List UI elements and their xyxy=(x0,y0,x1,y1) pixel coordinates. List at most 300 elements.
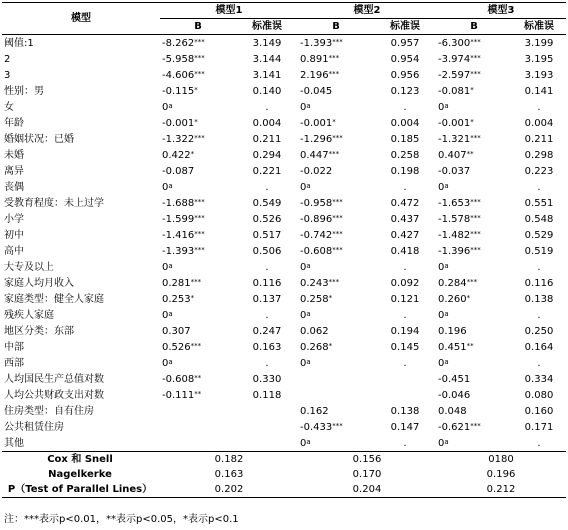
std-error-cell: 0.258 xyxy=(390,149,420,161)
coef-cell xyxy=(436,83,512,99)
row-label: 未婚 xyxy=(4,149,24,161)
std-error-cell: 0.116 xyxy=(252,277,282,289)
std-error-cell: 0.147 xyxy=(390,421,420,433)
coef-value: 0.284 xyxy=(438,278,467,289)
coef-value: -0.608 xyxy=(162,374,195,385)
std-error-cell: 3.199 xyxy=(524,37,554,49)
coef-value: -0.896 xyxy=(300,214,333,225)
regression-table xyxy=(2,2,566,498)
coef-value: -1.296 xyxy=(300,134,333,145)
coef-cell xyxy=(436,115,512,131)
coef-value: -0.608 xyxy=(300,246,333,257)
coef-value: -0.001 xyxy=(300,118,333,129)
coef-cell xyxy=(298,387,374,403)
row-label: 离异 xyxy=(4,165,24,177)
coef-value: -1.688 xyxy=(162,198,195,209)
significance-mark: *** xyxy=(470,214,481,222)
coef-value: 0 xyxy=(300,438,307,449)
model-2-header: 模型2 xyxy=(298,3,436,19)
coef-cell xyxy=(160,275,236,291)
significance-mark: ** xyxy=(466,342,474,350)
significance-mark: *** xyxy=(190,278,202,286)
coef-cell xyxy=(436,307,512,323)
sub-header-b: B xyxy=(298,19,374,35)
std-error-cell: 0.141 xyxy=(524,85,554,97)
coef-cell xyxy=(298,83,374,99)
std-error-cell: 0.160 xyxy=(524,405,554,417)
table-row xyxy=(2,227,566,243)
significance-mark: *** xyxy=(194,230,205,238)
coef-cell xyxy=(160,83,236,99)
significance-mark: *** xyxy=(332,38,343,46)
coef-cell xyxy=(436,67,512,83)
row-label: 残疾人家庭 xyxy=(4,309,54,321)
coef-cell xyxy=(298,259,374,275)
significance-mark: * xyxy=(470,118,474,126)
sub-header-b: B xyxy=(436,19,512,35)
coef-value: -0.433 xyxy=(300,422,333,433)
coef-value: 0 xyxy=(438,358,445,369)
coef-value: 0 xyxy=(438,262,445,273)
significance-mark: *** xyxy=(194,198,205,206)
stat-row xyxy=(2,452,566,468)
significance-mark: a xyxy=(444,310,449,318)
std-error-cell: . xyxy=(403,181,407,193)
stat-value: 0.163 xyxy=(214,469,244,480)
coef-value: 0.526 xyxy=(162,342,191,353)
significance-mark: *** xyxy=(328,54,340,62)
coef-cell xyxy=(298,275,374,291)
coef-cell xyxy=(298,179,374,195)
std-error-cell: 0.211 xyxy=(252,133,282,145)
coef-cell xyxy=(160,323,236,339)
row-label: 西部 xyxy=(4,357,24,369)
row-label: 初中 xyxy=(4,229,24,241)
coef-cell xyxy=(160,371,236,387)
coef-value: 0 xyxy=(300,182,307,193)
coef-value: 0 xyxy=(162,102,169,113)
std-error-cell: 0.294 xyxy=(252,149,282,161)
coef-cell xyxy=(436,435,512,452)
coef-value: 0 xyxy=(300,102,307,113)
significance-mark: *** xyxy=(470,422,481,430)
std-error-cell: . xyxy=(537,437,541,449)
std-error-cell: 0.211 xyxy=(524,133,554,145)
std-error-cell: 0.418 xyxy=(390,245,420,257)
coef-cell xyxy=(436,131,512,147)
coef-value: 0 xyxy=(300,358,307,369)
coef-value: 0.196 xyxy=(438,326,467,337)
coef-cell xyxy=(298,291,374,307)
table-row xyxy=(2,243,566,259)
row-label: 住房类型：自有住房 xyxy=(4,405,94,417)
row-label: 2 xyxy=(4,53,11,65)
model-header-row xyxy=(2,3,566,19)
std-error-cell: 3.141 xyxy=(252,69,282,81)
table-row xyxy=(2,259,566,275)
coef-value: 0 xyxy=(300,310,307,321)
coef-value: -1.653 xyxy=(438,198,471,209)
table-row xyxy=(2,195,566,211)
std-error-cell: . xyxy=(403,309,407,321)
significance-mark: a xyxy=(444,358,449,366)
std-error-cell: 0.223 xyxy=(524,165,554,177)
std-error-cell: . xyxy=(403,357,407,369)
row-label: 3 xyxy=(4,69,11,81)
stat-row xyxy=(2,482,566,498)
coef-cell xyxy=(298,227,374,243)
std-error-cell xyxy=(236,435,298,452)
coef-value: -2.597 xyxy=(438,70,471,81)
significance-mark: *** xyxy=(194,246,205,254)
coef-value: -0.451 xyxy=(438,374,471,385)
coef-cell xyxy=(160,99,236,115)
significance-mark: *** xyxy=(328,278,340,286)
coef-value: 0.260 xyxy=(438,294,467,305)
coef-cell xyxy=(160,195,236,211)
row-label: 婚姻状况：已婚 xyxy=(4,133,74,145)
coef-value: 0.048 xyxy=(438,406,467,417)
coef-cell xyxy=(436,339,512,355)
significance-mark: a xyxy=(444,102,449,110)
coef-cell xyxy=(298,195,374,211)
coef-value: -1.396 xyxy=(438,246,471,257)
std-error-cell: 0.957 xyxy=(390,37,420,49)
std-error-cell xyxy=(374,387,436,403)
coef-value: 0.258 xyxy=(300,294,329,305)
coef-cell xyxy=(298,115,374,131)
coef-cell xyxy=(436,371,512,387)
std-error-cell: 0.548 xyxy=(524,213,554,225)
significance-mark: *** xyxy=(332,198,343,206)
std-error-cell: 0.506 xyxy=(252,245,282,257)
stat-value: 0.182 xyxy=(160,452,298,468)
table-row xyxy=(2,435,566,452)
significance-mark: *** xyxy=(190,342,202,350)
significance-mark: *** xyxy=(328,70,340,78)
coef-cell xyxy=(160,227,236,243)
std-error-cell: . xyxy=(265,181,269,193)
stat-value: 0.196 xyxy=(486,469,516,480)
coef-value: 2.196 xyxy=(300,70,329,81)
coef-value: -0.081 xyxy=(438,86,471,97)
std-error-cell: 0.185 xyxy=(390,133,420,145)
row-label: 小学 xyxy=(4,213,24,225)
coef-cell xyxy=(436,419,512,435)
coef-value: -1.393 xyxy=(162,246,195,257)
table-row xyxy=(2,307,566,323)
significance-mark: a xyxy=(168,310,173,318)
significance-mark: * xyxy=(328,342,333,350)
std-error-cell: 0.137 xyxy=(252,293,282,305)
coef-cell xyxy=(436,227,512,243)
sub-header-se: 标准误 xyxy=(236,19,298,35)
stat-label: Cox 和 Snell xyxy=(2,452,160,468)
coef-cell xyxy=(298,419,374,435)
std-error-cell: 0.298 xyxy=(524,149,554,161)
std-error-cell xyxy=(236,403,298,419)
coef-value: -0.022 xyxy=(300,166,333,177)
table-row xyxy=(2,403,566,419)
coef-cell xyxy=(160,355,236,371)
table-row xyxy=(2,179,566,195)
table-row xyxy=(2,275,566,291)
coef-cell xyxy=(436,403,512,419)
significance-mark: *** xyxy=(470,246,481,254)
coef-cell xyxy=(298,323,374,339)
significance-mark: * xyxy=(194,86,198,94)
row-label: 阈值:1 xyxy=(4,37,34,49)
significance-mark: * xyxy=(190,150,195,158)
std-error-cell: 3.195 xyxy=(524,53,554,65)
significance-mark: *** xyxy=(332,134,343,142)
regression-table-container xyxy=(2,2,566,498)
std-error-cell xyxy=(374,371,436,387)
table-row xyxy=(2,323,566,339)
coef-cell xyxy=(436,51,512,67)
row-label: 女 xyxy=(4,101,14,113)
footnote: 注：***表示p<0.01，**表示p<0.05，*表示p<0.1 xyxy=(4,514,239,525)
coef-cell xyxy=(298,51,374,67)
coef-value: 0.407 xyxy=(438,150,467,161)
coef-cell xyxy=(436,243,512,259)
coef-value: 0.162 xyxy=(300,406,329,417)
significance-mark: a xyxy=(444,438,449,446)
significance-mark: * xyxy=(194,118,198,126)
table-row xyxy=(2,291,566,307)
coef-cell xyxy=(436,355,512,371)
significance-mark: a xyxy=(168,262,173,270)
significance-mark: ** xyxy=(466,150,474,158)
std-error-cell: 0.123 xyxy=(390,85,420,97)
table-row xyxy=(2,339,566,355)
coef-value: -5.958 xyxy=(162,54,195,65)
std-error-cell: . xyxy=(537,309,541,321)
significance-mark: *** xyxy=(470,198,481,206)
significance-mark: a xyxy=(444,182,449,190)
stat-label: P（Test of Parallel Lines） xyxy=(2,482,160,498)
std-error-cell: . xyxy=(537,101,541,113)
std-error-cell: 0.164 xyxy=(524,341,554,353)
std-error-cell: 0.551 xyxy=(524,197,554,209)
coef-cell xyxy=(160,307,236,323)
row-label: 人均公共财政支出对数 xyxy=(4,389,104,401)
coef-value: 0 xyxy=(438,182,445,193)
std-error-cell: 0.517 xyxy=(252,229,282,241)
coef-value: 0 xyxy=(300,262,307,273)
coef-value: 0.243 xyxy=(300,278,329,289)
coef-cell xyxy=(298,355,374,371)
coef-value: -8.262 xyxy=(162,38,195,49)
std-error-cell: 0.472 xyxy=(390,197,420,209)
row-label: 人均国民生产总值对数 xyxy=(4,373,104,385)
coef-cell xyxy=(160,419,236,435)
coef-cell xyxy=(436,195,512,211)
std-error-cell: 0.956 xyxy=(390,69,420,81)
std-error-cell: 3.149 xyxy=(252,37,282,49)
std-error-cell: 0.145 xyxy=(390,341,420,353)
coef-value: -0.111 xyxy=(162,390,195,401)
coef-value: -1.321 xyxy=(438,134,471,145)
coef-value: -0.001 xyxy=(438,118,471,129)
std-error-cell: 0.004 xyxy=(252,117,282,129)
coef-value: 0.281 xyxy=(162,278,191,289)
table-row xyxy=(2,163,566,179)
stat-value: 0.202 xyxy=(160,482,298,498)
significance-mark: ** xyxy=(194,390,202,398)
std-error-cell: 0.437 xyxy=(390,213,420,225)
table-row xyxy=(2,131,566,147)
std-error-cell: 0.140 xyxy=(252,85,282,97)
std-error-cell: . xyxy=(265,261,269,273)
sub-header-b: B xyxy=(160,19,236,35)
std-error-cell: 0.334 xyxy=(524,373,554,385)
coef-cell xyxy=(160,259,236,275)
coef-cell xyxy=(436,179,512,195)
significance-mark: ** xyxy=(194,374,202,382)
std-error-cell: 0.138 xyxy=(524,293,554,305)
significance-mark: a xyxy=(306,358,311,366)
std-error-cell: 0.092 xyxy=(390,277,420,289)
coef-cell xyxy=(298,403,374,419)
coef-value: -0.046 xyxy=(438,390,471,401)
significance-mark: *** xyxy=(470,54,481,62)
coef-value: 0 xyxy=(438,310,445,321)
coef-cell xyxy=(160,115,236,131)
coef-value: -0.001 xyxy=(162,118,195,129)
coef-cell xyxy=(436,275,512,291)
row-label: 丧偶 xyxy=(4,181,24,193)
std-error-cell: 0.250 xyxy=(524,325,554,337)
coef-cell xyxy=(160,243,236,259)
stat-label: Nagelkerke xyxy=(48,469,112,480)
coef-cell xyxy=(160,435,236,452)
table-row xyxy=(2,387,566,403)
coef-value: -1.578 xyxy=(438,214,471,225)
std-error-cell: . xyxy=(537,357,541,369)
coef-cell xyxy=(160,291,236,307)
significance-mark: a xyxy=(168,102,173,110)
coef-cell xyxy=(298,371,374,387)
coef-value: -4.606 xyxy=(162,70,195,81)
stat-value: 0.170 xyxy=(352,469,382,480)
coef-value: -0.742 xyxy=(300,230,333,241)
row-label: 性别：男 xyxy=(4,85,44,97)
coef-value: 0 xyxy=(162,262,169,273)
table-row xyxy=(2,211,566,227)
std-error-cell: 0.080 xyxy=(524,389,554,401)
significance-mark: *** xyxy=(194,214,205,222)
coef-value: 0.253 xyxy=(162,294,191,305)
significance-mark: *** xyxy=(332,230,343,238)
significance-mark: * xyxy=(332,118,336,126)
std-error-cell xyxy=(236,419,298,435)
std-error-cell: 3.144 xyxy=(252,53,282,65)
std-error-cell: . xyxy=(537,181,541,193)
coef-value: -3.974 xyxy=(438,54,471,65)
std-error-cell: . xyxy=(265,357,269,369)
coef-cell xyxy=(160,35,236,52)
coef-cell xyxy=(160,67,236,83)
significance-mark: * xyxy=(470,86,474,94)
std-error-cell: 0.198 xyxy=(390,165,420,177)
coef-cell xyxy=(160,147,236,163)
significance-mark: a xyxy=(306,438,311,446)
table-row xyxy=(2,99,566,115)
std-error-cell: 0.549 xyxy=(252,197,282,209)
coef-cell xyxy=(160,131,236,147)
table-row xyxy=(2,115,566,131)
significance-mark: *** xyxy=(470,134,481,142)
coef-value: 0.891 xyxy=(300,54,329,65)
significance-mark: a xyxy=(168,358,173,366)
significance-mark: a xyxy=(306,262,311,270)
std-error-cell: 0.138 xyxy=(390,405,420,417)
coef-value: -0.621 xyxy=(438,422,471,433)
coef-cell xyxy=(160,211,236,227)
std-error-cell: . xyxy=(403,261,407,273)
coef-value: -0.087 xyxy=(162,166,195,177)
significance-mark: *** xyxy=(332,214,343,222)
coef-value: -0.037 xyxy=(438,166,471,177)
coef-value: 0.447 xyxy=(300,150,329,161)
coef-value: -1.416 xyxy=(162,230,195,241)
std-error-cell: . xyxy=(403,437,407,449)
std-error-cell: 0.118 xyxy=(252,389,282,401)
coef-value: 0 xyxy=(438,438,445,449)
coef-value: -1.482 xyxy=(438,230,471,241)
row-label: 年龄 xyxy=(4,117,24,129)
std-error-cell: . xyxy=(537,261,541,273)
coef-cell xyxy=(160,163,236,179)
coef-cell xyxy=(436,163,512,179)
row-label: 中部 xyxy=(4,341,24,353)
table-row xyxy=(2,51,566,67)
significance-mark: *** xyxy=(194,54,205,62)
coef-cell xyxy=(436,211,512,227)
std-error-cell: 0.171 xyxy=(524,421,554,433)
std-error-cell: 0.004 xyxy=(390,117,420,129)
stat-value: 0.212 xyxy=(436,482,566,498)
coef-cell xyxy=(298,99,374,115)
significance-mark: *** xyxy=(328,150,340,158)
significance-mark: *** xyxy=(194,134,205,142)
coef-cell xyxy=(298,163,374,179)
std-error-cell: 0.526 xyxy=(252,213,282,225)
table-row xyxy=(2,371,566,387)
coef-cell xyxy=(298,147,374,163)
coef-value: 0 xyxy=(162,310,169,321)
coef-cell xyxy=(436,323,512,339)
coef-value: 0.268 xyxy=(300,342,329,353)
stat-value: 0.156 xyxy=(298,452,436,468)
coef-value: -0.958 xyxy=(300,198,333,209)
significance-mark: *** xyxy=(194,70,205,78)
stat-value: 0.204 xyxy=(298,482,436,498)
coef-value: -0.115 xyxy=(162,86,195,97)
significance-mark: a xyxy=(168,182,173,190)
std-error-cell: . xyxy=(265,309,269,321)
std-error-cell: 0.529 xyxy=(524,229,554,241)
coef-cell xyxy=(436,259,512,275)
row-label: 高中 xyxy=(4,245,24,257)
significance-mark: a xyxy=(306,182,311,190)
coef-cell xyxy=(298,35,374,52)
stat-value: 0180 xyxy=(436,452,566,468)
coef-value: -1.599 xyxy=(162,214,195,225)
significance-mark: *** xyxy=(470,230,481,238)
coef-cell xyxy=(298,435,374,452)
